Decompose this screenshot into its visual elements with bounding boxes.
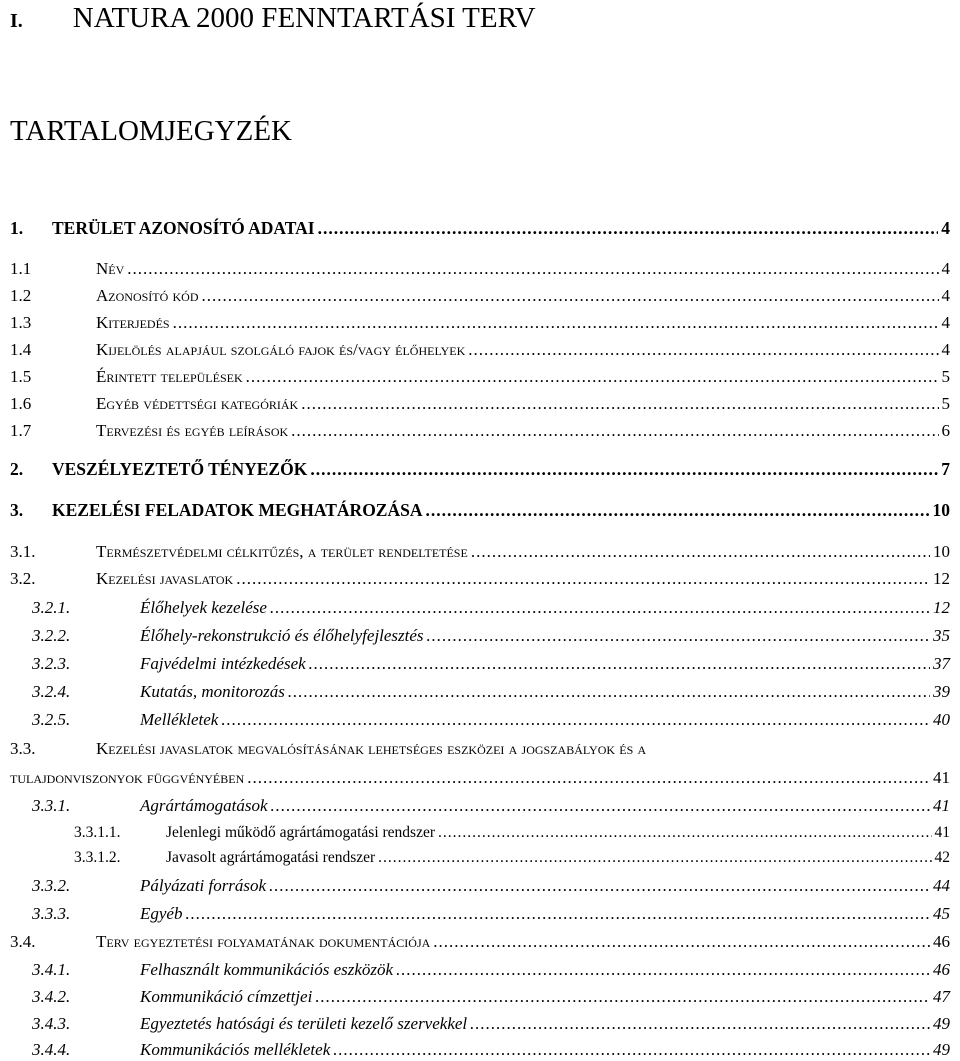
toc-entry-page: 6	[941, 421, 950, 440]
toc-entry-page: 42	[934, 849, 950, 866]
toc-leader-dots	[221, 710, 930, 730]
toc-entry-page: 45	[933, 904, 950, 923]
toc-entry-page: 46	[933, 960, 950, 979]
toc-entry-1-2[interactable]	[10, 286, 950, 306]
toc-entry-3-3-line2[interactable]	[10, 768, 950, 788]
toc-leader-dots	[468, 340, 938, 360]
toc-leader-dots	[288, 682, 930, 702]
toc-entry-1-6[interactable]	[10, 394, 950, 414]
toc-entry-3-4-4[interactable]	[32, 1040, 950, 1060]
toc-entry-number: 3.2.3.	[32, 654, 71, 673]
toc-entry-3-3-1[interactable]	[32, 796, 950, 816]
toc-entry-number: 3.1.	[10, 542, 36, 561]
toc-entry-text: Javasolt agrártámogatási rendszer	[166, 849, 376, 866]
toc-leader-dots	[247, 768, 930, 788]
toc-entry-text: Kijelölés alapjául szolgáló fajok és/vagy élőhelyek	[96, 340, 466, 359]
toc-leader-dots	[396, 960, 930, 980]
toc-leader-dots	[310, 459, 938, 480]
toc-entry-page: 5	[941, 394, 950, 413]
toc-entry-3-2-3[interactable]	[32, 654, 950, 674]
toc-entry-text: Egyeztetés hatósági és területi kezelő szervekkel	[140, 1014, 468, 1033]
toc-entry-number: 3.4.2.	[32, 987, 71, 1006]
toc-entry-page: 39	[933, 682, 950, 701]
toc-entry-1[interactable]	[10, 218, 950, 239]
toc-entry-number: 3.3.1.	[32, 796, 71, 815]
toc-entry-page: 4	[941, 286, 950, 305]
chapter-number: I.	[10, 10, 23, 32]
toc-entry-page: 12	[933, 598, 950, 617]
toc-entry-number: 3.3.2.	[32, 876, 71, 895]
toc-entry-page: 46	[933, 932, 950, 951]
toc-entry-3-3-2[interactable]	[32, 876, 950, 896]
toc-entry-text: Agrártámogatások	[140, 796, 268, 815]
toc-entry-number: 1.7	[10, 421, 32, 440]
toc-entry-1-4[interactable]	[10, 340, 950, 360]
toc-entry-number: 1.3	[10, 313, 32, 332]
toc-leader-dots	[426, 500, 930, 521]
toc-entry-number: 3.4.1.	[32, 960, 71, 979]
toc-title: TARTALOMJEGYZÉK	[10, 115, 292, 147]
toc-entry-3-4-2[interactable]	[32, 987, 950, 1007]
toc-entry-number: 3.3.	[10, 739, 36, 758]
toc-leader-dots	[433, 932, 930, 952]
toc-entry-text: Természetvédelmi célkitűzés, a terület rendeltetése	[96, 542, 468, 561]
toc-leader-dots	[438, 824, 932, 842]
toc-entry-text: Fajvédelmi intézkedések	[140, 654, 306, 673]
toc-leader-dots	[315, 987, 930, 1007]
toc-leader-dots	[291, 421, 938, 441]
toc-entry-text: Terv egyeztetési folyamatának dokumentációja	[96, 932, 431, 951]
toc-entry-text: Érintett települések	[96, 367, 243, 386]
toc-entry-3-1[interactable]	[10, 542, 950, 562]
toc-entry-number: 3.2.5.	[32, 710, 71, 729]
toc-leader-dots	[269, 876, 930, 896]
toc-entry-number: 2.	[10, 459, 24, 479]
toc-entry-page: 7	[941, 459, 950, 479]
toc-entry-page: 44	[933, 876, 950, 895]
toc-leader-dots	[246, 367, 939, 387]
toc-entry-page: 10	[933, 542, 950, 561]
toc-entry-number: 1.	[10, 218, 24, 238]
toc-entry-1-5[interactable]	[10, 367, 950, 387]
toc-entry-text: Egyéb védettségi kategóriák	[96, 394, 299, 413]
toc-entry-number: 3.3.1.2.	[74, 849, 121, 866]
toc-entry-number: 1.4	[10, 340, 32, 359]
toc-entry-3-3-1-2[interactable]	[74, 849, 950, 867]
toc-entry-text: Pályázati források	[140, 876, 267, 895]
toc-leader-dots	[318, 218, 939, 239]
toc-entry-text: KEZELÉSI FELADATOK MEGHATÁROZÁSA	[52, 500, 423, 520]
toc-entry-page: 35	[933, 626, 950, 645]
toc-entry-number: 3.2.2.	[32, 626, 71, 645]
toc-entry-text: Kezelési javaslatok	[96, 569, 234, 588]
toc-entry-number: 3.4.3.	[32, 1014, 71, 1033]
toc-entry-1-7[interactable]	[10, 421, 950, 441]
toc-leader-dots	[378, 849, 931, 867]
toc-entry-3-4-1[interactable]	[32, 960, 950, 980]
toc-entry-text: Élőhelyek kezelése	[140, 598, 267, 617]
toc-entry-page: 37	[933, 654, 950, 673]
toc-entry-page: 4	[941, 313, 950, 332]
toc-entry-3-4-3[interactable]	[32, 1014, 950, 1034]
toc-entry-number: 3.3.1.1.	[74, 824, 121, 841]
toc-entry-3-3-line1[interactable]	[10, 739, 646, 759]
toc-entry-text: Kommunikáció címzettjei	[140, 987, 313, 1006]
toc-leader-dots	[236, 569, 930, 589]
toc-entry-text: Azonosító kód	[96, 286, 199, 305]
toc-entry-page: 47	[933, 987, 950, 1006]
toc-entry-page: 10	[932, 500, 950, 520]
toc-leader-dots	[270, 598, 930, 618]
toc-entry-text: TERÜLET AZONOSÍTÓ ADATAI	[52, 218, 315, 238]
toc-leader-dots	[471, 542, 930, 562]
toc-entry-number: 1.6	[10, 394, 32, 413]
toc-entry-page: 41	[933, 768, 950, 787]
toc-entry-text: Kommunikációs mellékletek	[140, 1040, 331, 1059]
toc-entry-3[interactable]	[10, 500, 950, 521]
toc-entry-1-1[interactable]	[10, 259, 950, 279]
toc-entry-text: Egyéb	[140, 904, 183, 923]
toc-leader-dots	[271, 796, 931, 816]
toc-entry-number: 1.2	[10, 286, 32, 305]
toc-entry-text: Kezelési javaslatok megvalósításának lehetséges eszközei a jogszabályok és a	[96, 739, 647, 758]
toc-entry-text: Kutatás, monitorozás	[140, 682, 285, 701]
toc-leader-dots	[309, 654, 930, 674]
toc-entry-page: 49	[933, 1014, 950, 1033]
toc-entry-number: 3.4.4.	[32, 1040, 71, 1059]
toc-entry-number: 1.5	[10, 367, 32, 386]
toc-leader-dots	[202, 286, 939, 306]
toc-entry-text: VESZÉLYEZTETŐ TÉNYEZŐK	[52, 459, 308, 479]
toc-entry-text-continued: tulajdonviszonyok függvényében	[10, 768, 245, 787]
toc-leader-dots	[333, 1040, 930, 1060]
toc-entry-3-2[interactable]	[10, 569, 950, 589]
toc-entry-number: 3.2.1.	[32, 598, 71, 617]
toc-entry-1-3[interactable]	[10, 313, 950, 333]
toc-entry-3-3-1-1[interactable]	[74, 824, 950, 842]
toc-entry-3-3-3[interactable]	[32, 904, 950, 924]
toc-entry-page: 4	[941, 259, 950, 278]
toc-entry-number: 1.1	[10, 259, 32, 278]
chapter-title: NATURA 2000 FENNTARTÁSI TERV	[72, 2, 536, 34]
toc-entry-page: 4	[941, 340, 950, 359]
toc-entry-number: 3.4.	[10, 932, 36, 951]
toc-leader-dots	[301, 394, 938, 414]
toc-entry-page: 40	[933, 710, 950, 729]
toc-entry-text: Élőhely-rekonstrukció és élőhelyfejlesztés	[140, 626, 424, 645]
toc-entry-text: Név	[96, 259, 125, 278]
toc-leader-dots	[470, 1014, 930, 1034]
toc-entry-text: Felhasznált kommunikációs eszközök	[140, 960, 394, 979]
toc-entry-page: 49	[933, 1040, 950, 1059]
toc-entry-number: 3.3.3.	[32, 904, 71, 923]
toc-entry-text: Mellékletek	[140, 710, 219, 729]
toc-entry-text: Tervezési és egyéb leírások	[96, 421, 289, 440]
toc-entry-text: Kiterjedés	[96, 313, 170, 332]
toc-entry-3-2-2[interactable]	[32, 626, 950, 646]
toc-entry-text: Jelenlegi működő agrártámogatási rendszer	[166, 824, 435, 841]
toc-leader-dots	[427, 626, 930, 646]
toc-entry-page: 41	[934, 824, 950, 841]
toc-leader-dots	[185, 904, 930, 924]
toc-entry-number: 3.2.	[10, 569, 36, 588]
toc-entry-page: 5	[941, 367, 950, 386]
toc-entry-page: 4	[941, 218, 950, 238]
toc-entry-3-2-1[interactable]	[32, 598, 950, 618]
toc-entry-2[interactable]	[10, 459, 950, 480]
toc-entry-3-4[interactable]	[10, 932, 950, 952]
toc-leader-dots	[173, 313, 939, 333]
toc-entry-number: 3.2.4.	[32, 682, 71, 701]
toc-entry-3-2-5[interactable]	[32, 710, 950, 730]
toc-entry-number: 3.	[10, 500, 24, 520]
toc-entry-page: 12	[933, 569, 950, 588]
toc-leader-dots	[127, 259, 938, 279]
toc-entry-3-2-4[interactable]	[32, 682, 950, 702]
toc-entry-page: 41	[933, 796, 950, 815]
